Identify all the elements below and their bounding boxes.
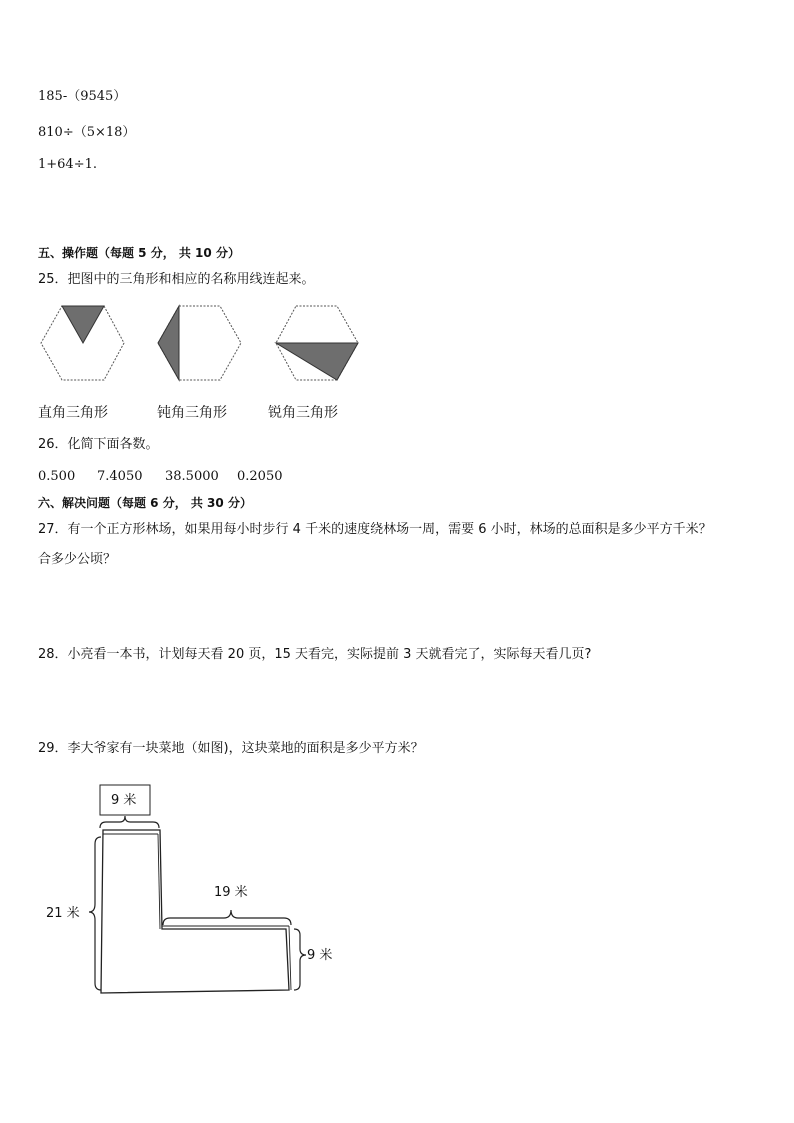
l-shape-outline — [101, 830, 289, 993]
height-label: 21 米 — [46, 906, 80, 921]
top-width-label: 9 米 — [111, 793, 137, 808]
section-6-heading: 六、解决问题（每题 6 分， 共 30 分） — [38, 496, 252, 510]
question-27-line-1: 27．有一个正方形林场，如果用每小时步行 4 千米的速度绕林场一周，需要 6 小时，林场的总面积是多少平方千米？ — [38, 522, 712, 537]
left-brace — [89, 837, 101, 990]
question-26: 26．化简下面各数。 — [38, 437, 159, 452]
right-brace — [294, 929, 306, 990]
expression-1: 185-（9545） — [38, 89, 127, 104]
label-right-triangle: 直角三角形 — [38, 405, 108, 421]
bottom-brace — [163, 910, 291, 925]
number-2: 7.4050 — [97, 469, 143, 484]
question-25: 25．把图中的三角形和相应的名称用线连起来。 — [38, 272, 315, 287]
question-29: 29．李大爷家有一块菜地（如图)，这块菜地的面积是多少平方米？ — [38, 741, 424, 756]
label-acute-triangle: 锐角三角形 — [268, 405, 338, 421]
label-obtuse-triangle: 钝角三角形 — [157, 405, 227, 421]
right-height-label: 9 米 — [307, 948, 333, 963]
number-1: 0.500 — [38, 469, 76, 484]
top-brace — [100, 816, 159, 828]
number-4: 0.2050 — [237, 469, 283, 484]
number-3: 38.5000 — [165, 469, 219, 484]
bottom-length-label: 19 米 — [214, 885, 248, 900]
expression-3: 1+64÷1. — [38, 157, 98, 172]
expression-2: 810÷（5×18） — [38, 125, 136, 140]
question-28: 28．小亮看一本书，计划每天看 20 页，15 天看完，实际提前 3 天就看完了，实际每天看几页? — [38, 647, 592, 662]
section-5-heading: 五、操作题（每题 5 分， 共 10 分） — [38, 246, 240, 260]
question-27-line-2: 合多少公顷？ — [38, 552, 117, 567]
